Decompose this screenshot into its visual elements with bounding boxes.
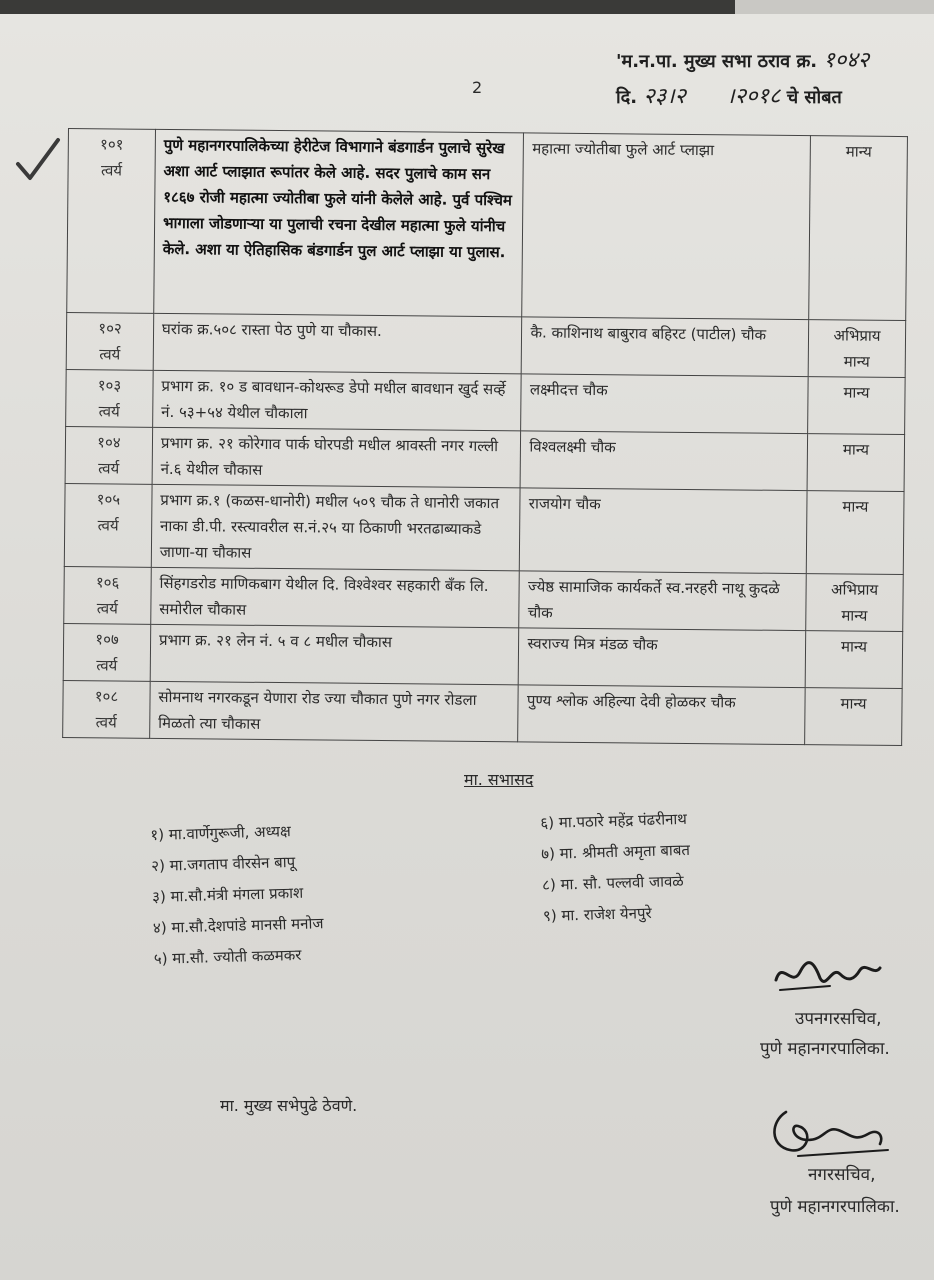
proposed-name-cell: पुण्य श्लोक अहिल्या देवी होळकर चौक — [518, 685, 805, 745]
year-value: ।२०१८ — [726, 84, 781, 109]
proposed-name-cell: महात्मा ज्योतीबा फुले आर्ट प्लाझा — [522, 133, 810, 320]
proposed-name-cell: विश्वलक्ष्मी चौक — [521, 431, 808, 491]
checkmark-icon — [14, 136, 62, 184]
row-number: १०४ — [97, 433, 121, 452]
location-cell: सोमनाथ नगरकडून येणारा रोड ज्या चौकात पुणे नगर रोडला मिळतो त्या चौकास — [150, 681, 519, 742]
resolution-date — [616, 80, 842, 110]
table-row — [63, 680, 903, 745]
status-value: मान्य — [842, 440, 870, 459]
page-number: 2 — [472, 78, 483, 97]
row-tag: त्वर्य — [96, 656, 118, 675]
placement-note: मा. मुख्य सभेपुढे ठेवणे. — [220, 1096, 358, 1115]
location-cell: घरांक क्र.५०८ रास्ता पेठ पुणे या चौकास. — [153, 313, 522, 374]
row-tag: त्वर्य — [99, 345, 121, 364]
member-item: ६) मा.पठारे महेंद्र पंढरीनाथ — [540, 809, 688, 832]
row-number: १०७ — [95, 630, 119, 649]
status-value: मान्य — [843, 352, 870, 371]
row-number-cell — [63, 623, 150, 681]
row-tag: त्वर्य — [100, 161, 123, 180]
table-row — [66, 312, 906, 377]
member-item: ९) मा. राजेश येनपुरे — [542, 903, 652, 925]
row-number: १०८ — [94, 687, 119, 706]
deputy-signature — [770, 950, 890, 1000]
status-value: मान्य — [840, 694, 867, 713]
road-naming-table — [62, 128, 908, 746]
table-row — [64, 566, 904, 631]
status-value: मान्य — [842, 497, 869, 516]
row-number: १०२ — [98, 319, 122, 338]
row-tag: त्वर्य — [97, 516, 119, 535]
proposed-name-cell: राजयोग चौक — [520, 488, 807, 574]
member-item: ७) मा. श्रीमती अमृता बाबत — [541, 840, 691, 863]
location-cell: प्रभाग क्र. २१ लेन नं. ५ व ८ मधील चौकास — [150, 624, 519, 685]
members-heading: मा. सभासद — [464, 770, 534, 789]
table-row — [63, 623, 903, 688]
row-number-cell — [63, 680, 150, 738]
row-tag: त्वर्य — [96, 599, 118, 618]
proposed-name-cell: कै. काशिनाथ बाबुराव बहिरट (पाटील) चौक — [522, 317, 809, 377]
table-row — [64, 483, 904, 574]
status-value: मान्य — [843, 383, 870, 402]
member-item: ८) मा. सौ. पल्लवी जावळे — [541, 872, 684, 894]
row-number-cell — [66, 369, 153, 427]
table-row — [67, 129, 908, 321]
status-cell — [808, 377, 906, 435]
status-cell — [808, 320, 906, 378]
location-cell: प्रभाग क्र.१ (कळस-धानोरी) मधील ५०९ चौक ते धानोरी जकात नाका डी.पी. रस्त्यावरील स.नं.२५ या ठिकाणी भरतढाब्याकडे जाणा-या चौकास — [151, 484, 520, 571]
resolution-number: १०४२ — [823, 48, 870, 73]
row-number: १०५ — [96, 490, 121, 509]
table-row — [65, 426, 905, 491]
status-value: मान्य — [841, 606, 868, 625]
secretary-title: नगरसचिव, — [808, 1165, 876, 1185]
member-item: २) मा.जगताप वीरसेन बापू — [151, 852, 296, 875]
row-number-cell — [66, 312, 153, 370]
secretary-signature — [768, 1100, 898, 1162]
location-cell: पुणे महानगरपालिकेच्या हेरीटेज विभागाने बंडगार्डन पुलाचे सुरेख अशा आर्ट प्लाझात रूपांतर केले आहे. सदर पुलाचे काम सन १८६७ रोजी महात्मा ज्योतीबा फुले यांनी केलेले आहे. पुर्व पश्चिम भागाला जोडणाऱ्या या पुलाची रचना देखील महात्मा फुले यांनीच केले. अशा या ऐतिहासिक बंडगार्डन पुल आर्ट प्लाझा या पुलास. — [154, 129, 524, 317]
status-cell — [805, 631, 903, 689]
member-item: ५) मा.सौ. ज्योती कळमकर — [153, 945, 302, 968]
row-tag: त्वर्य — [98, 402, 120, 421]
row-number-cell — [64, 566, 151, 624]
row-tag: त्वर्य — [95, 713, 117, 732]
row-number-cell — [65, 426, 152, 484]
date-label: दि. — [616, 87, 638, 108]
status-value: मान्य — [840, 637, 868, 656]
member-item: ४) मा.सौ.देशपांडे मानसी मनोज — [152, 914, 324, 937]
resolution-reference — [616, 44, 869, 74]
status-cell — [809, 136, 908, 321]
row-number: १०१ — [100, 135, 124, 154]
row-number-cell — [64, 483, 152, 567]
date-value: २३।२ — [643, 84, 687, 109]
location-cell: सिंहगडरोड माणिकबाग येथील दि. विश्वेश्वर सहकारी बँक लि. समोरील चौकास — [151, 567, 520, 628]
secretary-org: पुणे महानगरपालिका. — [770, 1197, 900, 1217]
members-list-left — [150, 815, 325, 975]
location-cell: प्रभाग क्र. १० ड बावधान-कोथरूड डेपो मधील बावधान खुर्द सर्व्हे नं. ५३+५४ येथील चौकाला — [153, 370, 522, 431]
status-cell — [805, 688, 903, 746]
date-suffix: चे सोबत — [786, 87, 842, 108]
member-item: ३) मा.सौ.मंत्री मंगला प्रकाश — [151, 883, 304, 906]
proposed-name-cell: लक्ष्मीदत्त चौक — [521, 374, 808, 434]
row-tag: त्वर्य — [98, 459, 120, 478]
deputy-secretary-org: पुणे महानगरपालिका. — [760, 1039, 890, 1059]
resolution-label: 'म.न.पा. मुख्य सभा ठराव क्र. — [616, 51, 818, 72]
proposed-name-cell: स्वराज्य मित्र मंडळ चौक — [519, 628, 806, 688]
members-list-right — [540, 804, 692, 932]
status-cell — [806, 574, 904, 632]
proposed-name-cell: ज्येष्ठ सामाजिक कार्यकर्ते स्व.नरहरी नाथू कुदळे चौक — [519, 571, 806, 631]
deputy-secretary-title: उपनगरसचिव, — [795, 1009, 882, 1029]
location-cell: प्रभाग क्र. २१ कोरेगाव पार्क घोरपडी मधील श्रावस्ती नगर गल्ली नं.६ येथील चौकास — [152, 427, 521, 488]
status-cell — [807, 434, 905, 492]
status-note: अभिप्राय — [833, 326, 881, 345]
table-row — [66, 369, 906, 434]
status-note: अभिप्राय — [831, 580, 879, 599]
status-cell — [806, 491, 904, 575]
row-number: १०६ — [95, 573, 120, 592]
member-item: १) मा.वार्णेगुरूजी, अध्यक्ष — [150, 822, 291, 844]
row-number: १०३ — [97, 376, 122, 395]
row-number-cell — [67, 129, 156, 314]
status-value: मान्य — [845, 142, 872, 161]
